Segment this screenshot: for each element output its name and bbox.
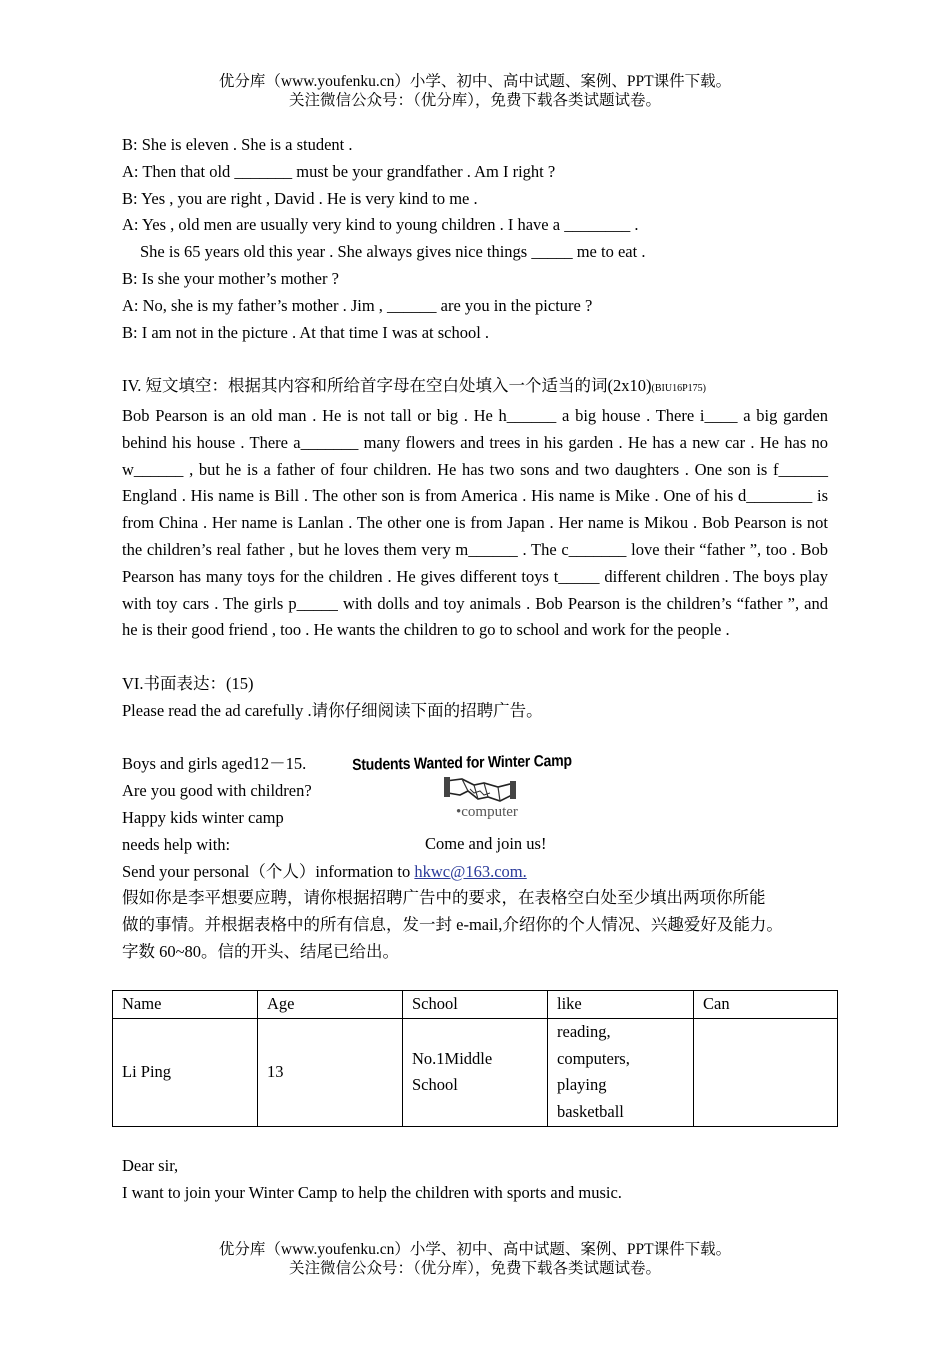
dialogue-line: A: No, she is my father’s mother . Jim , ______ are you in the picture ?: [122, 295, 593, 315]
dialogue-line: She is 65 years old this year . She always gives nice things _____ me to eat .: [140, 242, 646, 262]
school-cell: [403, 1018, 548, 1126]
ad-line: Boys and girls aged12－15.: [122, 754, 307, 774]
recruitment-ad: [122, 751, 828, 885]
dialogue-line: B: Is she your mother’s mother ?: [122, 268, 339, 288]
cloze-passage: Bob Pearson is an old man . He is not tall or big . He h______ a big house . There i____ a big garden behind his house . There a_______ many flowers and trees in his garden . He has a new car . He has no w______ , but he is a father of four children. He has two sons and two daughters . One son is f______ England . His name is Bill . The other son is from America . His name is Mike . One of his d________ is from China . Her name is Lanlan . The other one is from Japan . Her name is Mikou . Bob Pearson is not the children’s real father , but he loves them very m______ . The c_______ love their “father ”, too . Bob Pearson has many toys for the children . He gives different toys t_____ different children . The boys play with toy cars . The girls p_____ with dolls and toy animals . Bob Pearson is the children’s “father ”, and he is their good friend , too . He wants the children to go to school and work for the people .: [122, 405, 828, 640]
ad-cut-text: •computer: [456, 804, 518, 821]
ad-send-text: Send your personal（个人）information to: [122, 861, 415, 881]
header-cell: Name: [113, 991, 258, 1019]
like-item: computers,: [557, 1048, 630, 1068]
task-line: 假如你是李平想要应聘，请你根据招聘广告中的要求，在表格空白处至少填出两项你所能: [122, 888, 766, 908]
ad-line: Are you good with children?: [122, 781, 312, 801]
dialogue-line: B: She is eleven . She is a student .: [122, 135, 353, 154]
dialogue-line: B: Yes , you are right , David . He is very kind to me .: [122, 188, 478, 208]
table-row: [113, 1018, 838, 1126]
info-table: [112, 990, 838, 1127]
footer-line-1: 优分库（www.youfenku.cn）小学、初中、高中试题、案例、PPT课件下载。: [218, 1241, 732, 1258]
like-item: basketball: [557, 1102, 624, 1122]
table-header-row: [113, 991, 838, 1019]
task-line: 做的事情。并根据表格中的所有信息，发一封 e-mail,介绍你的个人情况、兴趣爱好及能力。: [122, 915, 783, 935]
section-4-heading: [122, 373, 828, 403]
section-6-heading: VI.书面表达：(15): [122, 673, 254, 693]
section-6-instruction: Please read the ad carefully .请你仔细阅读下面的招聘广告。: [122, 700, 543, 720]
page-footer: [0, 1240, 950, 1278]
header-line-1: 优分库（www.youfenku.cn）小学、初中、高中试题、案例、PPT课件下载。: [218, 73, 732, 90]
school-line: School: [412, 1075, 458, 1095]
ad-send-line: [122, 859, 527, 886]
dialogue-line: A: Yes , old men are usually very kind to young children . I have a ________ .: [122, 215, 639, 235]
email-link[interactable]: hkwc@163.com.: [414, 861, 527, 881]
ad-join-text: Come and join us!: [425, 834, 547, 854]
ad-line: needs help with:: [122, 834, 231, 854]
name-cell: Li Ping: [113, 1018, 258, 1126]
age-cell: 13: [258, 1018, 403, 1126]
letter: [122, 1152, 622, 1206]
header-cell: like: [548, 991, 694, 1019]
footer-line-2: 关注微信公众号：（优分库），免费下载各类试题试卷。: [288, 1260, 661, 1277]
header-cell: School: [403, 991, 548, 1019]
dialogue-line: B: I am not in the picture . At that time I was at school .: [122, 322, 490, 342]
main-content: [122, 132, 828, 966]
task-line: 字数 60~80。信的开头、结尾已给出。: [122, 941, 400, 961]
ad-line: Happy kids winter camp: [122, 807, 284, 827]
header-cell: Age: [258, 991, 403, 1019]
ad-title: Students Wanted for Winter Camp: [352, 752, 572, 775]
section-4-title: IV. 短文填空：根据其内容和所给首字母在空白处填入一个适当的词(2x10): [122, 376, 652, 396]
dialogue-line: A: Then that old _______ must be your grandfather . Am I right ?: [122, 161, 556, 181]
school-line: No.1Middle: [412, 1048, 493, 1068]
like-item: reading,: [557, 1021, 611, 1041]
like-item: playing: [557, 1075, 607, 1095]
like-cell: [548, 1018, 694, 1126]
can-cell[interactable]: [694, 1018, 838, 1126]
header-cell: Can: [694, 991, 838, 1019]
letter-body: I want to join your Winter Camp to help the children with sports and music.: [122, 1183, 622, 1202]
section-4-code: (BIU16P175): [651, 383, 706, 395]
page-header: [0, 72, 950, 110]
header-line-2: 关注微信公众号：（优分库），免费下载各类试题试卷。: [288, 92, 661, 109]
letter-greeting: Dear sir,: [122, 1156, 179, 1175]
